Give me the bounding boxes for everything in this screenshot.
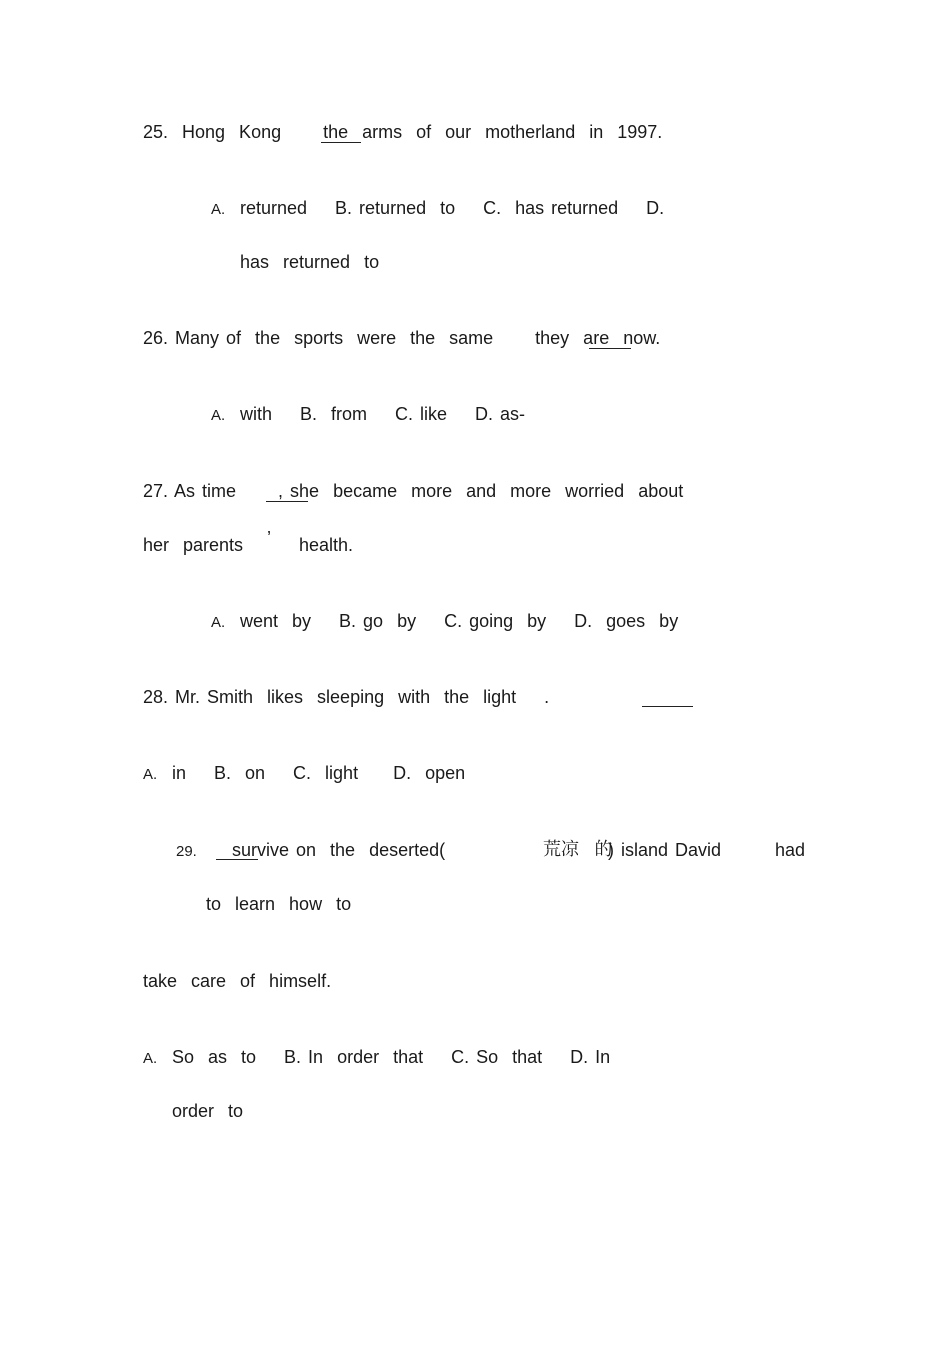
q27-stem-cont: her parents bbox=[143, 535, 244, 555]
q29-options: So as to B. In order that C. So that D. In bbox=[172, 1047, 611, 1067]
q27-apostrophe: ’ bbox=[267, 528, 271, 548]
q29-option-a-letter: A. bbox=[143, 1050, 158, 1067]
q28-option-a-letter: A. bbox=[143, 766, 158, 783]
q28-stem: 28. Mr. Smith likes sleeping with the light . bbox=[143, 687, 550, 707]
q29-stem-c: had bbox=[775, 840, 806, 860]
q26-option-a-letter: A. bbox=[211, 407, 226, 424]
q29-stem-cjk: 荒凉 的 bbox=[543, 839, 613, 860]
q27-stem: 27. As time , she became more and more worried about bbox=[143, 481, 684, 501]
q29-options-cont: order to bbox=[172, 1101, 244, 1121]
q25-blank-underline bbox=[321, 142, 361, 143]
q29-stem-b: ) island David bbox=[608, 840, 722, 860]
q25-stem: 25. Hong Kong the arms of our motherland in 1997. bbox=[143, 122, 663, 142]
q25-options-cont: has returned to bbox=[240, 252, 380, 272]
q27-options: went by B. go by C. going by D. goes by bbox=[240, 611, 679, 631]
q27-blank-underline bbox=[266, 501, 308, 502]
q25-option-a-letter: A. bbox=[211, 201, 226, 218]
q26-blank-underline bbox=[589, 348, 631, 349]
q26-stem: 26. Many of the sports were the same they are now. bbox=[143, 328, 661, 348]
q29-stem-a: survive on the deserted( bbox=[232, 840, 446, 860]
q28-blank-underline bbox=[642, 706, 693, 707]
q29-number: 29. bbox=[176, 843, 197, 860]
q27-stem-end: health. bbox=[299, 535, 354, 555]
q29-stem-cont: to learn how to bbox=[206, 894, 352, 914]
q25-options: returned B. returned to C. has returned D. bbox=[240, 198, 665, 218]
q27-option-a-letter: A. bbox=[211, 614, 226, 631]
q29-stem-end: take care of himself. bbox=[143, 971, 332, 991]
q28-options: in B. on C. light D. open bbox=[172, 763, 466, 783]
q26-options: with B. from C. like D. as- bbox=[240, 404, 526, 424]
